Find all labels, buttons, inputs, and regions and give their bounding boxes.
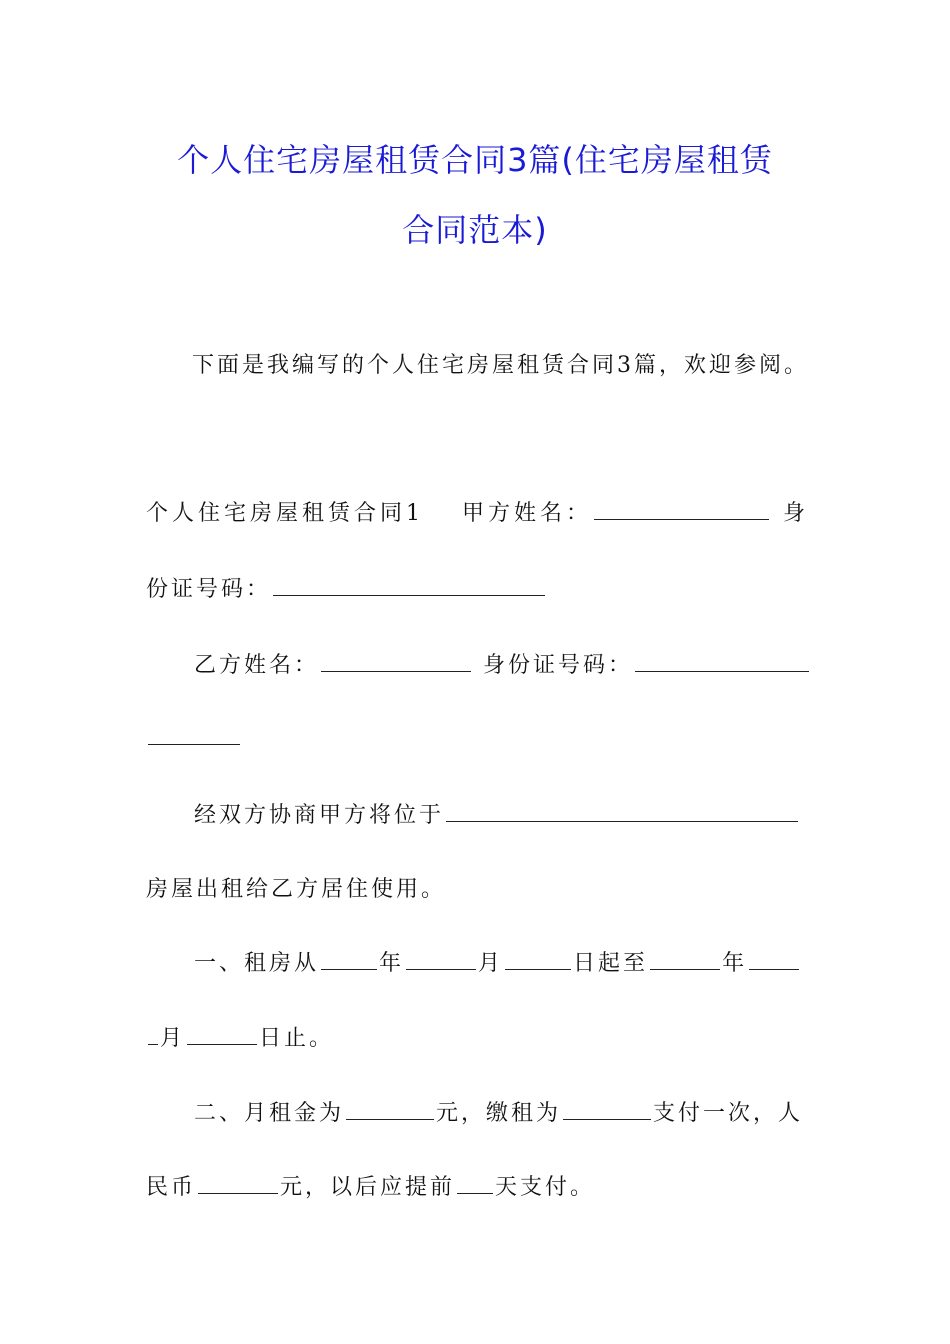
party-b-id-continuation [146, 724, 242, 751]
advance-days-blank [457, 1173, 493, 1194]
party-b-id-blank [635, 651, 809, 672]
intro-text: 下面是我编写的个人住宅房屋租赁合同3篇，欢迎参阅。 [192, 353, 809, 378]
end-month-blank-part1 [749, 949, 799, 970]
location-text: 经双方协商甲方将位于 [194, 803, 445, 828]
start-year-label: 年 [379, 951, 405, 976]
party-b-name-label: 乙方姓名： [194, 653, 320, 678]
location-tail-line [146, 872, 446, 903]
end-month-label: 月 [160, 1026, 186, 1051]
clause1-prefix: 一、租房从 [194, 951, 320, 976]
location-blank [446, 801, 798, 822]
start-year-blank [321, 949, 377, 970]
end-year-label: 年 [722, 951, 748, 976]
clause2-prefix: 二、月租金为 [194, 1101, 345, 1126]
start-day-blank [505, 949, 571, 970]
location-tail: 房屋出租给乙方居住使用。 [146, 877, 447, 902]
party-a-id-label: 份证号码： [146, 577, 272, 602]
pay-once-label: 支付一次，人 [653, 1101, 804, 1126]
end-month-blank-part2 [148, 1024, 158, 1045]
party-a-id-label-start: 身 [783, 501, 810, 526]
end-year-blank [650, 949, 720, 970]
start-month-blank [406, 949, 476, 970]
party-b-name-blank [321, 651, 471, 672]
end-day-blank [187, 1024, 257, 1045]
yuan-after-label: 元，以后应提前 [280, 1175, 456, 1200]
clause2-line [194, 1096, 803, 1127]
party-a-id-blank [273, 575, 545, 596]
rmb-label: 民币 [146, 1175, 197, 1200]
pay-period-blank [563, 1099, 651, 1120]
intro-paragraph [192, 348, 809, 379]
party-a-name-blank [594, 499, 769, 520]
rent-yuan-label: 元，缴租为 [436, 1101, 562, 1126]
monthly-rent-blank [346, 1099, 434, 1120]
party-a-name-label: 甲方姓名： [462, 501, 593, 526]
contract1-heading: 个人住宅房屋租赁合同1 [146, 501, 424, 526]
party-b-line [194, 648, 811, 679]
document-title-line-1: 个人住宅房屋租赁合同3篇(住宅房屋租赁 [177, 141, 773, 179]
contract1-heading-line [146, 496, 809, 527]
party-b-id-label: 身份证号码： [483, 653, 634, 678]
document-title-line-2: 合同范本) [402, 211, 548, 249]
rmb-amount-blank [198, 1173, 278, 1194]
clause2-continuation [146, 1170, 595, 1201]
start-day-label: 日起至 [573, 951, 649, 976]
clause1-continuation [146, 1021, 334, 1052]
party-a-id-line [146, 572, 547, 603]
location-line [194, 798, 800, 829]
clause1-line [194, 946, 801, 977]
start-month-label: 月 [478, 951, 504, 976]
days-pay-label: 天支付。 [495, 1175, 596, 1200]
party-b-id-blank-continued [148, 724, 240, 745]
end-day-label: 日止。 [259, 1026, 335, 1051]
